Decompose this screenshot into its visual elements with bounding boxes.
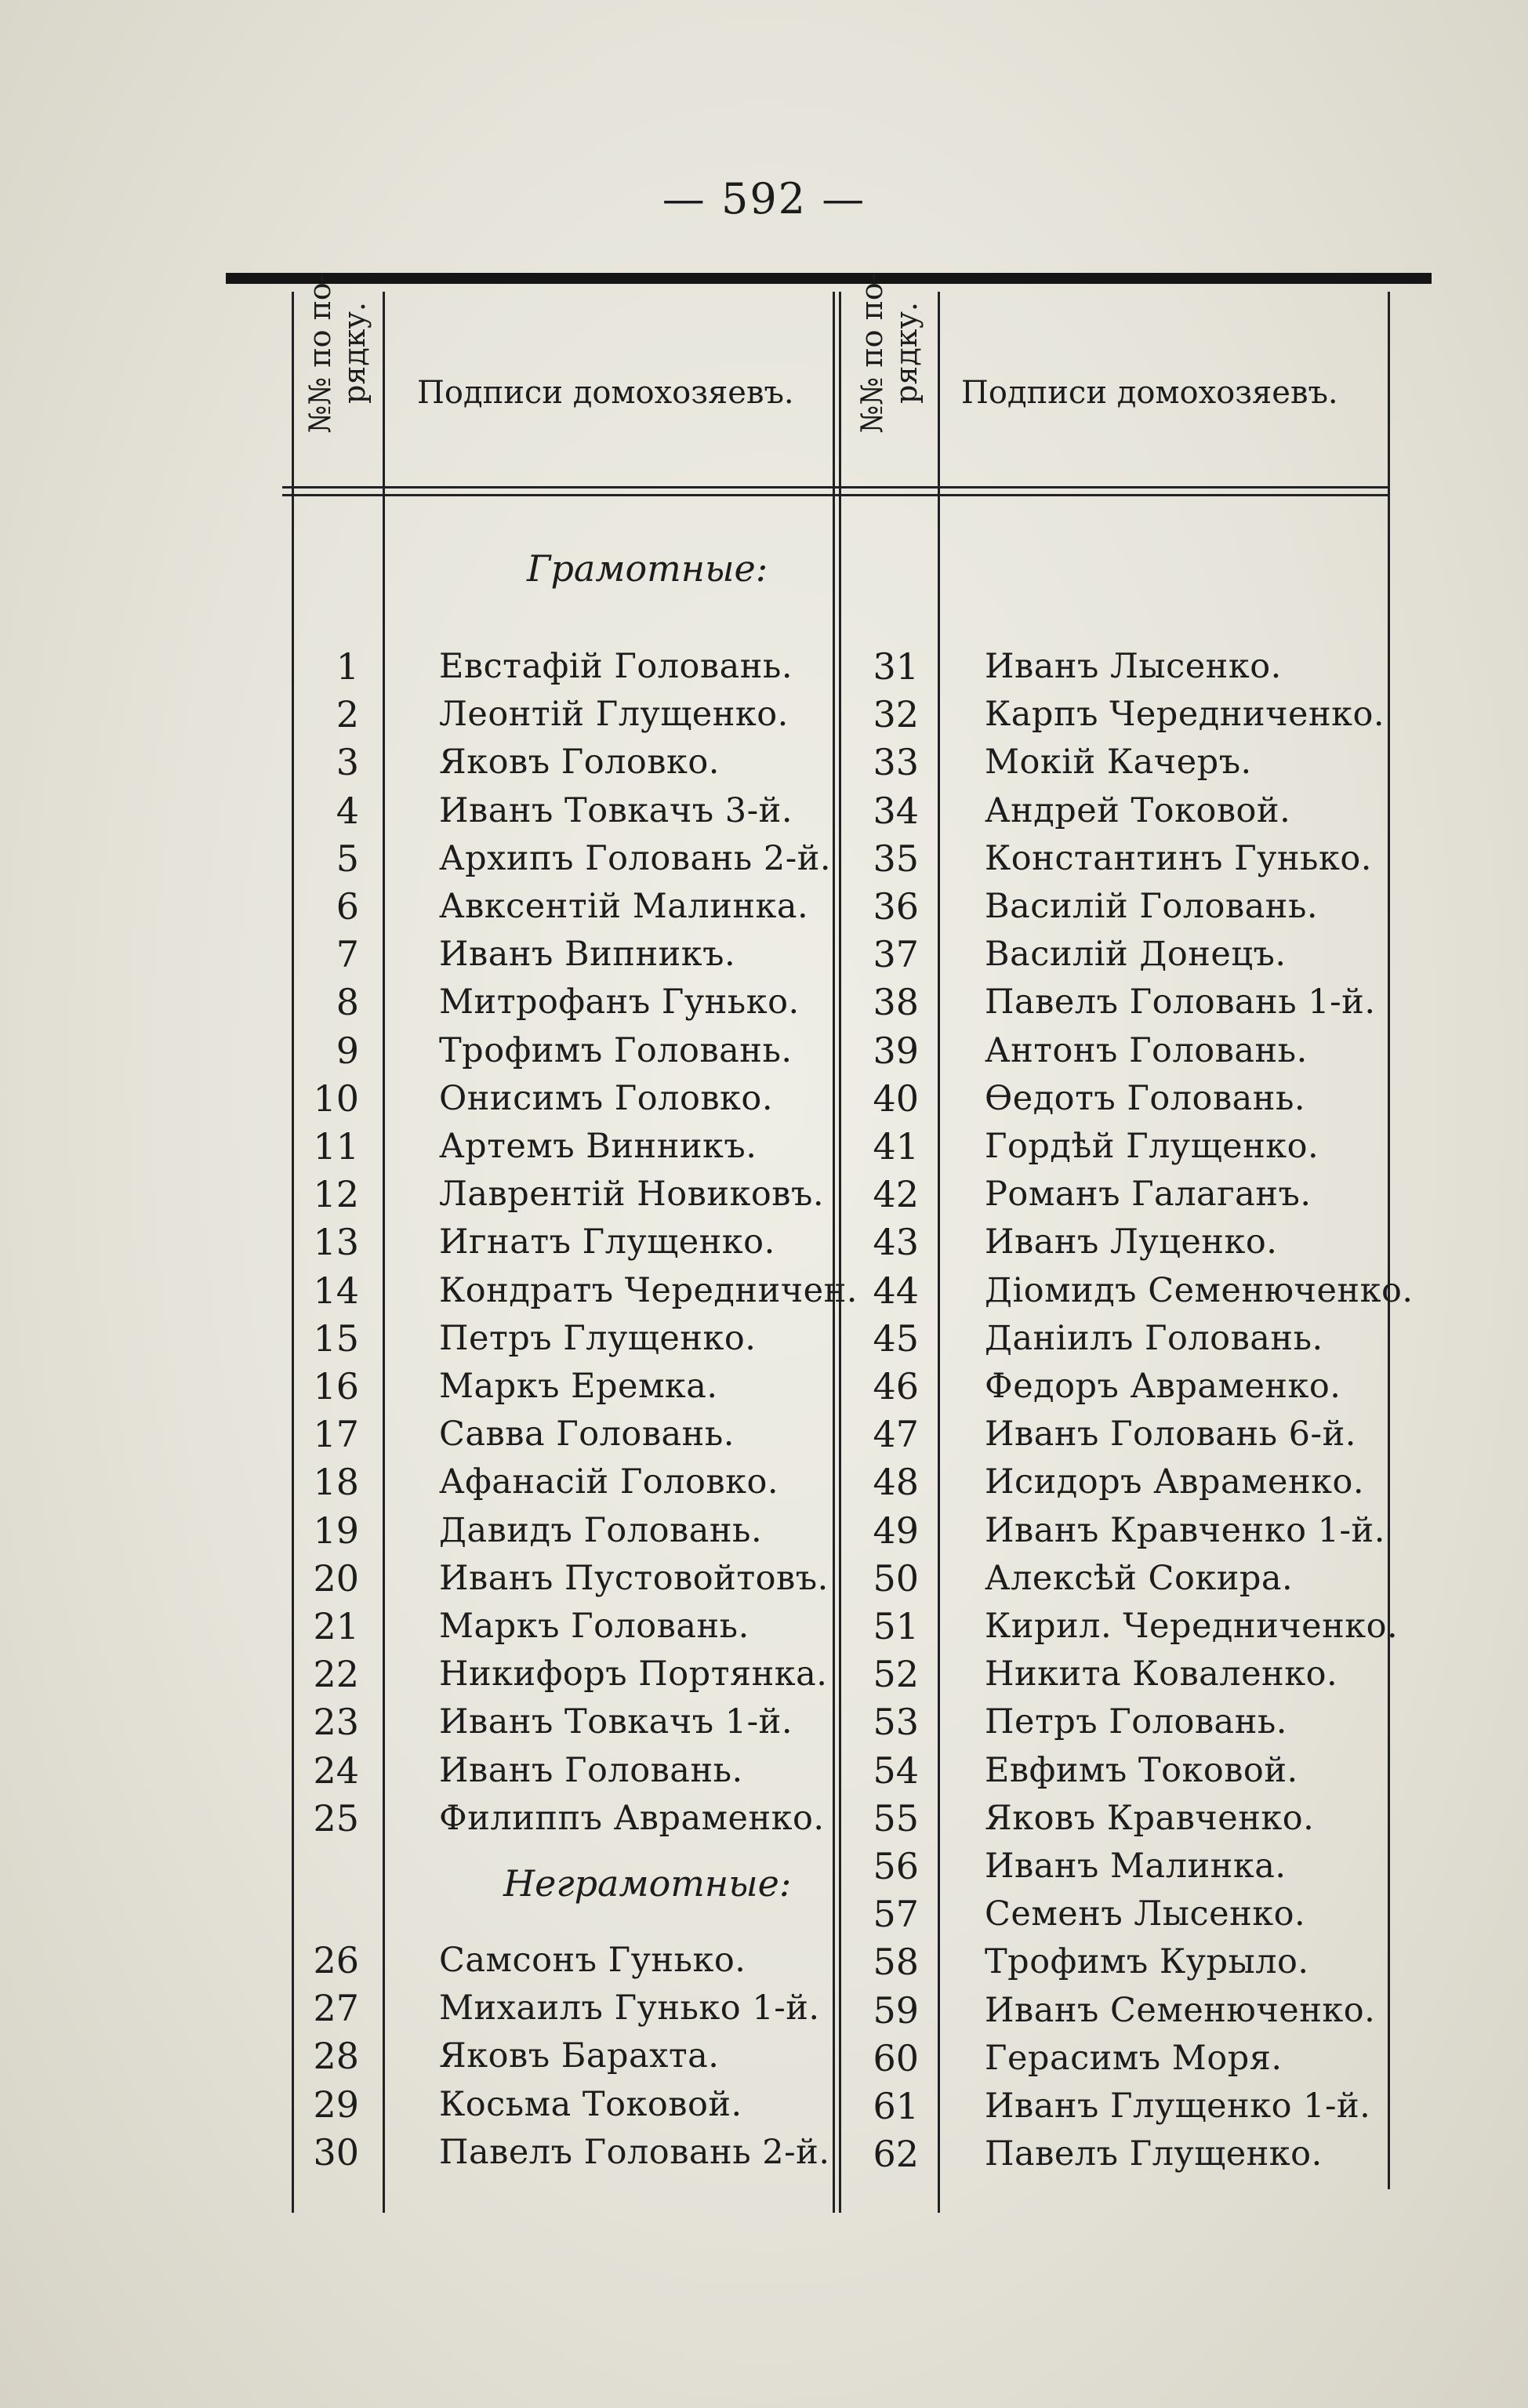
- row-number: 37: [873, 933, 919, 976]
- row-number: 18: [313, 1461, 359, 1504]
- householder-signature: Маркъ Еремка.: [439, 1367, 718, 1406]
- row-number: 40: [873, 1077, 919, 1120]
- householder-signature: Андрей Токовой.: [985, 790, 1291, 830]
- row-number: 39: [873, 1029, 919, 1072]
- row-number: 7: [336, 933, 359, 976]
- householder-signature: Онисимъ Головко.: [439, 1078, 773, 1118]
- householder-signature: Антонъ Головань.: [985, 1030, 1308, 1070]
- householder-signature: Федоръ Авраменко.: [985, 1367, 1341, 1406]
- householder-signature: Петръ Глущенко.: [439, 1318, 757, 1358]
- row-number: 35: [873, 837, 919, 880]
- right-num-divider: [938, 292, 940, 2213]
- householder-signature: Трофимъ Головань.: [439, 1030, 793, 1070]
- row-number: 15: [313, 1317, 359, 1360]
- row-number: 59: [873, 1989, 919, 2032]
- left-num-divider: [383, 292, 385, 2213]
- row-number: 26: [313, 1939, 359, 1981]
- householder-signature: Иванъ Товкачъ 1-й.: [439, 1702, 793, 1742]
- householder-signature: Савва Головань.: [439, 1415, 735, 1455]
- row-number: 21: [313, 1605, 359, 1647]
- row-number: 10: [313, 1077, 359, 1120]
- householder-signature: Иванъ Пустовойтовъ.: [439, 1558, 829, 1598]
- row-number: 23: [313, 1701, 359, 1744]
- householder-signature: Семенъ Лысенко.: [985, 1894, 1306, 1934]
- row-number: 53: [873, 1701, 919, 1744]
- householder-signature: Артемъ Винникъ.: [439, 1127, 757, 1166]
- householder-signature: Гордѣй Глущенко.: [985, 1127, 1319, 1166]
- householder-signature: Митрофанъ Гунько.: [439, 982, 800, 1022]
- householder-signature: Иванъ Головань.: [439, 1750, 743, 1790]
- householder-signature: Павелъ Головань 2-й.: [439, 2132, 830, 2172]
- row-number: 42: [873, 1173, 919, 1216]
- householder-signature: Павелъ Глущенко.: [985, 2134, 1323, 2174]
- householder-signature: Михаилъ Гунько 1-й.: [439, 1989, 820, 2028]
- row-number: 9: [336, 1029, 359, 1072]
- householder-signature: Алексѣй Сокира.: [985, 1558, 1294, 1598]
- row-number: 24: [313, 1749, 359, 1792]
- householder-signature: Павелъ Головань 1-й.: [985, 982, 1376, 1022]
- householder-signature: Трофимъ Курыло.: [985, 1942, 1309, 1982]
- row-number: 41: [873, 1125, 919, 1168]
- householder-signature: Авксентій Малинка.: [439, 887, 809, 926]
- row-number: 45: [873, 1317, 919, 1360]
- row-number: 46: [873, 1365, 919, 1407]
- householder-signature: Кирил. Чередниченко.: [985, 1607, 1399, 1646]
- householder-signature: Діомидъ Семенюченко.: [985, 1270, 1414, 1310]
- row-number: 27: [313, 1987, 359, 2030]
- householder-signature: Игнатъ Глущенко.: [439, 1222, 775, 1262]
- householder-signature: Маркъ Головань.: [439, 1607, 749, 1646]
- householder-signature: Исидоръ Авраменко.: [985, 1462, 1365, 1502]
- householder-signature: Иванъ Випникъ.: [439, 935, 736, 975]
- householder-signature: Яковъ Головко.: [439, 743, 720, 783]
- householder-signature: Романъ Галаганъ.: [985, 1175, 1312, 1215]
- section-literate-label: Грамотные:: [527, 547, 768, 590]
- householder-signature: Герасимъ Моря.: [985, 2038, 1283, 2078]
- householder-signature: Филиппъ Авраменко.: [439, 1798, 825, 1838]
- row-number: 50: [873, 1556, 919, 1600]
- row-number: 57: [873, 1893, 919, 1936]
- row-number: 60: [873, 2036, 919, 2079]
- householder-signature: Иванъ Кравченко 1-й.: [985, 1510, 1385, 1550]
- row-number: 62: [873, 2133, 919, 2176]
- householder-signature: Лаврентій Новиковъ.: [439, 1175, 824, 1215]
- top-rule: [226, 273, 1432, 284]
- householder-signature: Афанасій Головко.: [439, 1462, 779, 1502]
- householder-signature: Никита Коваленко.: [985, 1654, 1338, 1694]
- row-number: 16: [313, 1365, 359, 1407]
- householder-signature: Даніилъ Головань.: [985, 1318, 1323, 1358]
- row-number: 5: [336, 837, 359, 880]
- householder-signature: Давидъ Головань.: [439, 1510, 763, 1550]
- householder-signature: Евстафій Головань.: [439, 647, 793, 686]
- householder-signature: Иванъ Глущенко 1-й.: [985, 2087, 1371, 2126]
- householder-signature: Косьма Токовой.: [439, 2084, 742, 2124]
- row-number: 14: [313, 1269, 359, 1312]
- row-number: 61: [873, 2085, 919, 2127]
- row-number: 13: [313, 1221, 359, 1264]
- header-rule-1: [282, 486, 1388, 489]
- row-number: 22: [313, 1653, 359, 1696]
- left-num-column-header: №№ по по- рядку.: [303, 272, 372, 434]
- row-number: 25: [313, 1796, 359, 1840]
- right-num-column-header: №№ по по- рядку.: [855, 272, 924, 434]
- householder-signature: Карпъ Чередниченко.: [985, 695, 1385, 735]
- row-number: 31: [873, 645, 919, 688]
- table-right-border: [1388, 292, 1390, 2189]
- row-number: 3: [336, 741, 359, 784]
- row-number: 47: [873, 1413, 919, 1456]
- row-number: 56: [873, 1845, 919, 1887]
- row-number: 8: [336, 981, 359, 1024]
- householder-signature: Иванъ Лысенко.: [985, 647, 1282, 686]
- row-number: 43: [873, 1221, 919, 1264]
- householder-signature: Самсонъ Гунько.: [439, 1941, 746, 1980]
- row-number: 17: [313, 1413, 359, 1456]
- row-number: 30: [313, 2130, 359, 2174]
- row-number: 11: [313, 1125, 359, 1168]
- householder-signature: Архипъ Головань 2-й.: [439, 838, 832, 878]
- table-left-border: [292, 292, 294, 2213]
- row-number: 55: [873, 1796, 919, 1840]
- page-number: — 592 —: [662, 174, 866, 223]
- row-number: 54: [873, 1749, 919, 1792]
- householder-signature: Иванъ Товкачъ 3-й.: [439, 790, 793, 830]
- row-number: 48: [873, 1461, 919, 1504]
- householder-signature: Өедотъ Головань.: [985, 1078, 1306, 1118]
- row-number: 49: [873, 1509, 919, 1552]
- row-number: 19: [313, 1509, 359, 1552]
- householder-signature: Иванъ Луценко.: [985, 1222, 1278, 1262]
- householder-signature: Леонтій Глущенко.: [439, 695, 789, 735]
- right-name-column-header: Подписи домохозяевъ.: [961, 375, 1338, 411]
- row-number: 12: [313, 1173, 359, 1216]
- householder-signature: Петръ Головань.: [985, 1702, 1287, 1742]
- row-number: 20: [313, 1556, 359, 1600]
- householder-signature: Василій Донецъ.: [985, 935, 1287, 975]
- row-number: 38: [873, 981, 919, 1024]
- householder-signature: Мокій Качеръ.: [985, 743, 1252, 783]
- householder-signature: Иванъ Головань 6-й.: [985, 1415, 1356, 1455]
- row-number: 44: [873, 1269, 919, 1312]
- row-number: 6: [336, 885, 359, 928]
- row-number: 28: [313, 2035, 359, 2078]
- row-number: 52: [873, 1653, 919, 1696]
- row-number: 51: [873, 1605, 919, 1647]
- row-number: 2: [336, 693, 359, 736]
- householder-signature: Никифоръ Портянка.: [439, 1654, 828, 1694]
- row-number: 29: [313, 2083, 359, 2126]
- left-name-column-header: Подписи домохозяевъ.: [417, 375, 794, 411]
- householder-signature: Иванъ Малинка.: [985, 1847, 1287, 1886]
- center-divider-double: [839, 292, 841, 2213]
- row-number: 58: [873, 1941, 919, 1984]
- row-number: 4: [336, 789, 359, 832]
- householder-signature: Иванъ Семенюченко.: [985, 1990, 1376, 2030]
- row-number: 36: [873, 885, 919, 928]
- center-divider: [833, 292, 835, 2213]
- section-illiterate-label: Неграмотные:: [503, 1862, 792, 1905]
- householder-signature: Яковъ Кравченко.: [985, 1798, 1315, 1838]
- householder-signature: Константинъ Гунько.: [985, 838, 1372, 878]
- row-number: 33: [873, 741, 919, 784]
- row-number: 1: [336, 645, 359, 688]
- row-number: 34: [873, 789, 919, 832]
- row-number: 32: [873, 693, 919, 736]
- householder-signature: Яковъ Барахта.: [439, 2036, 720, 2076]
- householder-signature: Евфимъ Токовой.: [985, 1750, 1298, 1790]
- householder-signature: Кондратъ Чередничен.: [439, 1270, 858, 1310]
- header-rule-2: [282, 494, 1388, 496]
- householder-signature: Василій Головань.: [985, 887, 1319, 926]
